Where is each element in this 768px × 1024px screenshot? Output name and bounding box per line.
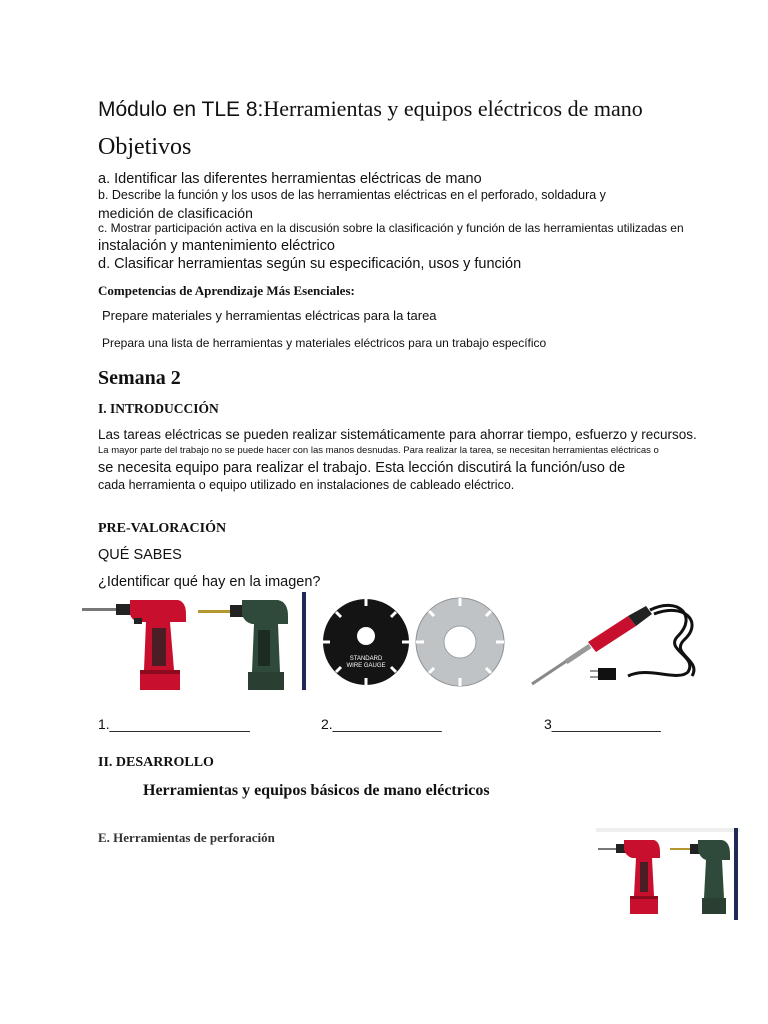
drills-image — [82, 592, 310, 690]
green-drill-icon — [198, 600, 288, 690]
identify-question: ¿Identificar qué hay en la imagen? — [98, 574, 321, 590]
development-heading: II. DESARROLLO — [98, 755, 214, 770]
drilling-tools-image — [596, 828, 740, 920]
gauge-label-wire-gauge: WIRE GAUGE — [346, 663, 386, 669]
competencies-heading: Competencias de Aprendizaje Más Esenciales: — [98, 283, 355, 298]
introduction-heading: I. INTRODUCCIÓN — [98, 401, 219, 416]
module-name: Herramientas y equipos eléctricos de mano — [263, 96, 643, 121]
drilling-tools-heading: E. Herramientas de perforación — [98, 830, 275, 845]
week-heading: Semana 2 — [98, 367, 181, 389]
intro-line-2: La mayor parte del trabajo no se puede hacer con las manos desnudas. Para realizar la tarea, se necesitan herramientas eléctricas o — [98, 445, 659, 456]
black-wire-gauge-icon — [323, 599, 409, 685]
green-drill-icon — [670, 840, 730, 914]
wire-gauges-image — [320, 596, 510, 690]
red-drill-icon — [82, 600, 186, 690]
objective-c-line1: c. Mostrar participación activa en la discusión sobre la clasificación y función de las herramientas utilizadas en — [98, 221, 684, 235]
objective-a: a. Identificar las diferentes herramientas eléctricas de mano — [98, 171, 482, 187]
competency-item-1: Prepare materiales y herramientas eléctricas para la tarea — [102, 308, 437, 323]
soldering-iron-icon — [532, 605, 694, 684]
objective-d: d. Clasificar herramientas según su especificación, usos y función — [98, 256, 522, 272]
objective-c-line2: instalación y mantenimiento eléctrico — [98, 238, 335, 254]
red-drill-icon — [598, 840, 660, 914]
intro-line-1: Las tareas eléctricas se pueden realizar sistemáticamente para ahorrar tiempo, esfuerzo y recursos. — [98, 427, 697, 442]
competency-item-2: Prepara una lista de herramientas y materiales eléctricos para un trabajo específico — [102, 336, 547, 350]
module-prefix: Módulo en TLE 8: — [98, 98, 264, 121]
what-you-know-heading: QUÉ SABES — [98, 547, 182, 563]
pre-assessment-heading: PRE-VALORACIÓN — [98, 521, 227, 536]
objective-b-line1: b. Describe la función y los usos de las herramientas eléctricas en el perforado, soldadura y — [98, 188, 606, 202]
answer-blank-1[interactable]: 1.__________________ — [98, 716, 250, 732]
module-title — [98, 96, 643, 122]
silver-wire-gauge-icon — [416, 598, 504, 686]
intro-line-3: se necesita equipo para realizar el trabajo. Esta lección discutirá la función/uso de — [98, 460, 626, 476]
intro-line-4: cada herramienta o equipo utilizado en instalaciones de cableado eléctrico. — [98, 478, 515, 492]
soldering-iron-image — [528, 596, 706, 690]
objective-b-line2: medición de clasificación — [98, 205, 253, 221]
answer-blank-3[interactable]: 3______________ — [544, 716, 661, 732]
answer-blank-2[interactable]: 2.______________ — [321, 716, 442, 732]
objectives-heading: Objetivos — [98, 134, 192, 160]
gauge-label-standard: STANDARD — [349, 656, 383, 662]
development-subtitle: Herramientas y equipos básicos de mano eléctricos — [143, 782, 490, 799]
